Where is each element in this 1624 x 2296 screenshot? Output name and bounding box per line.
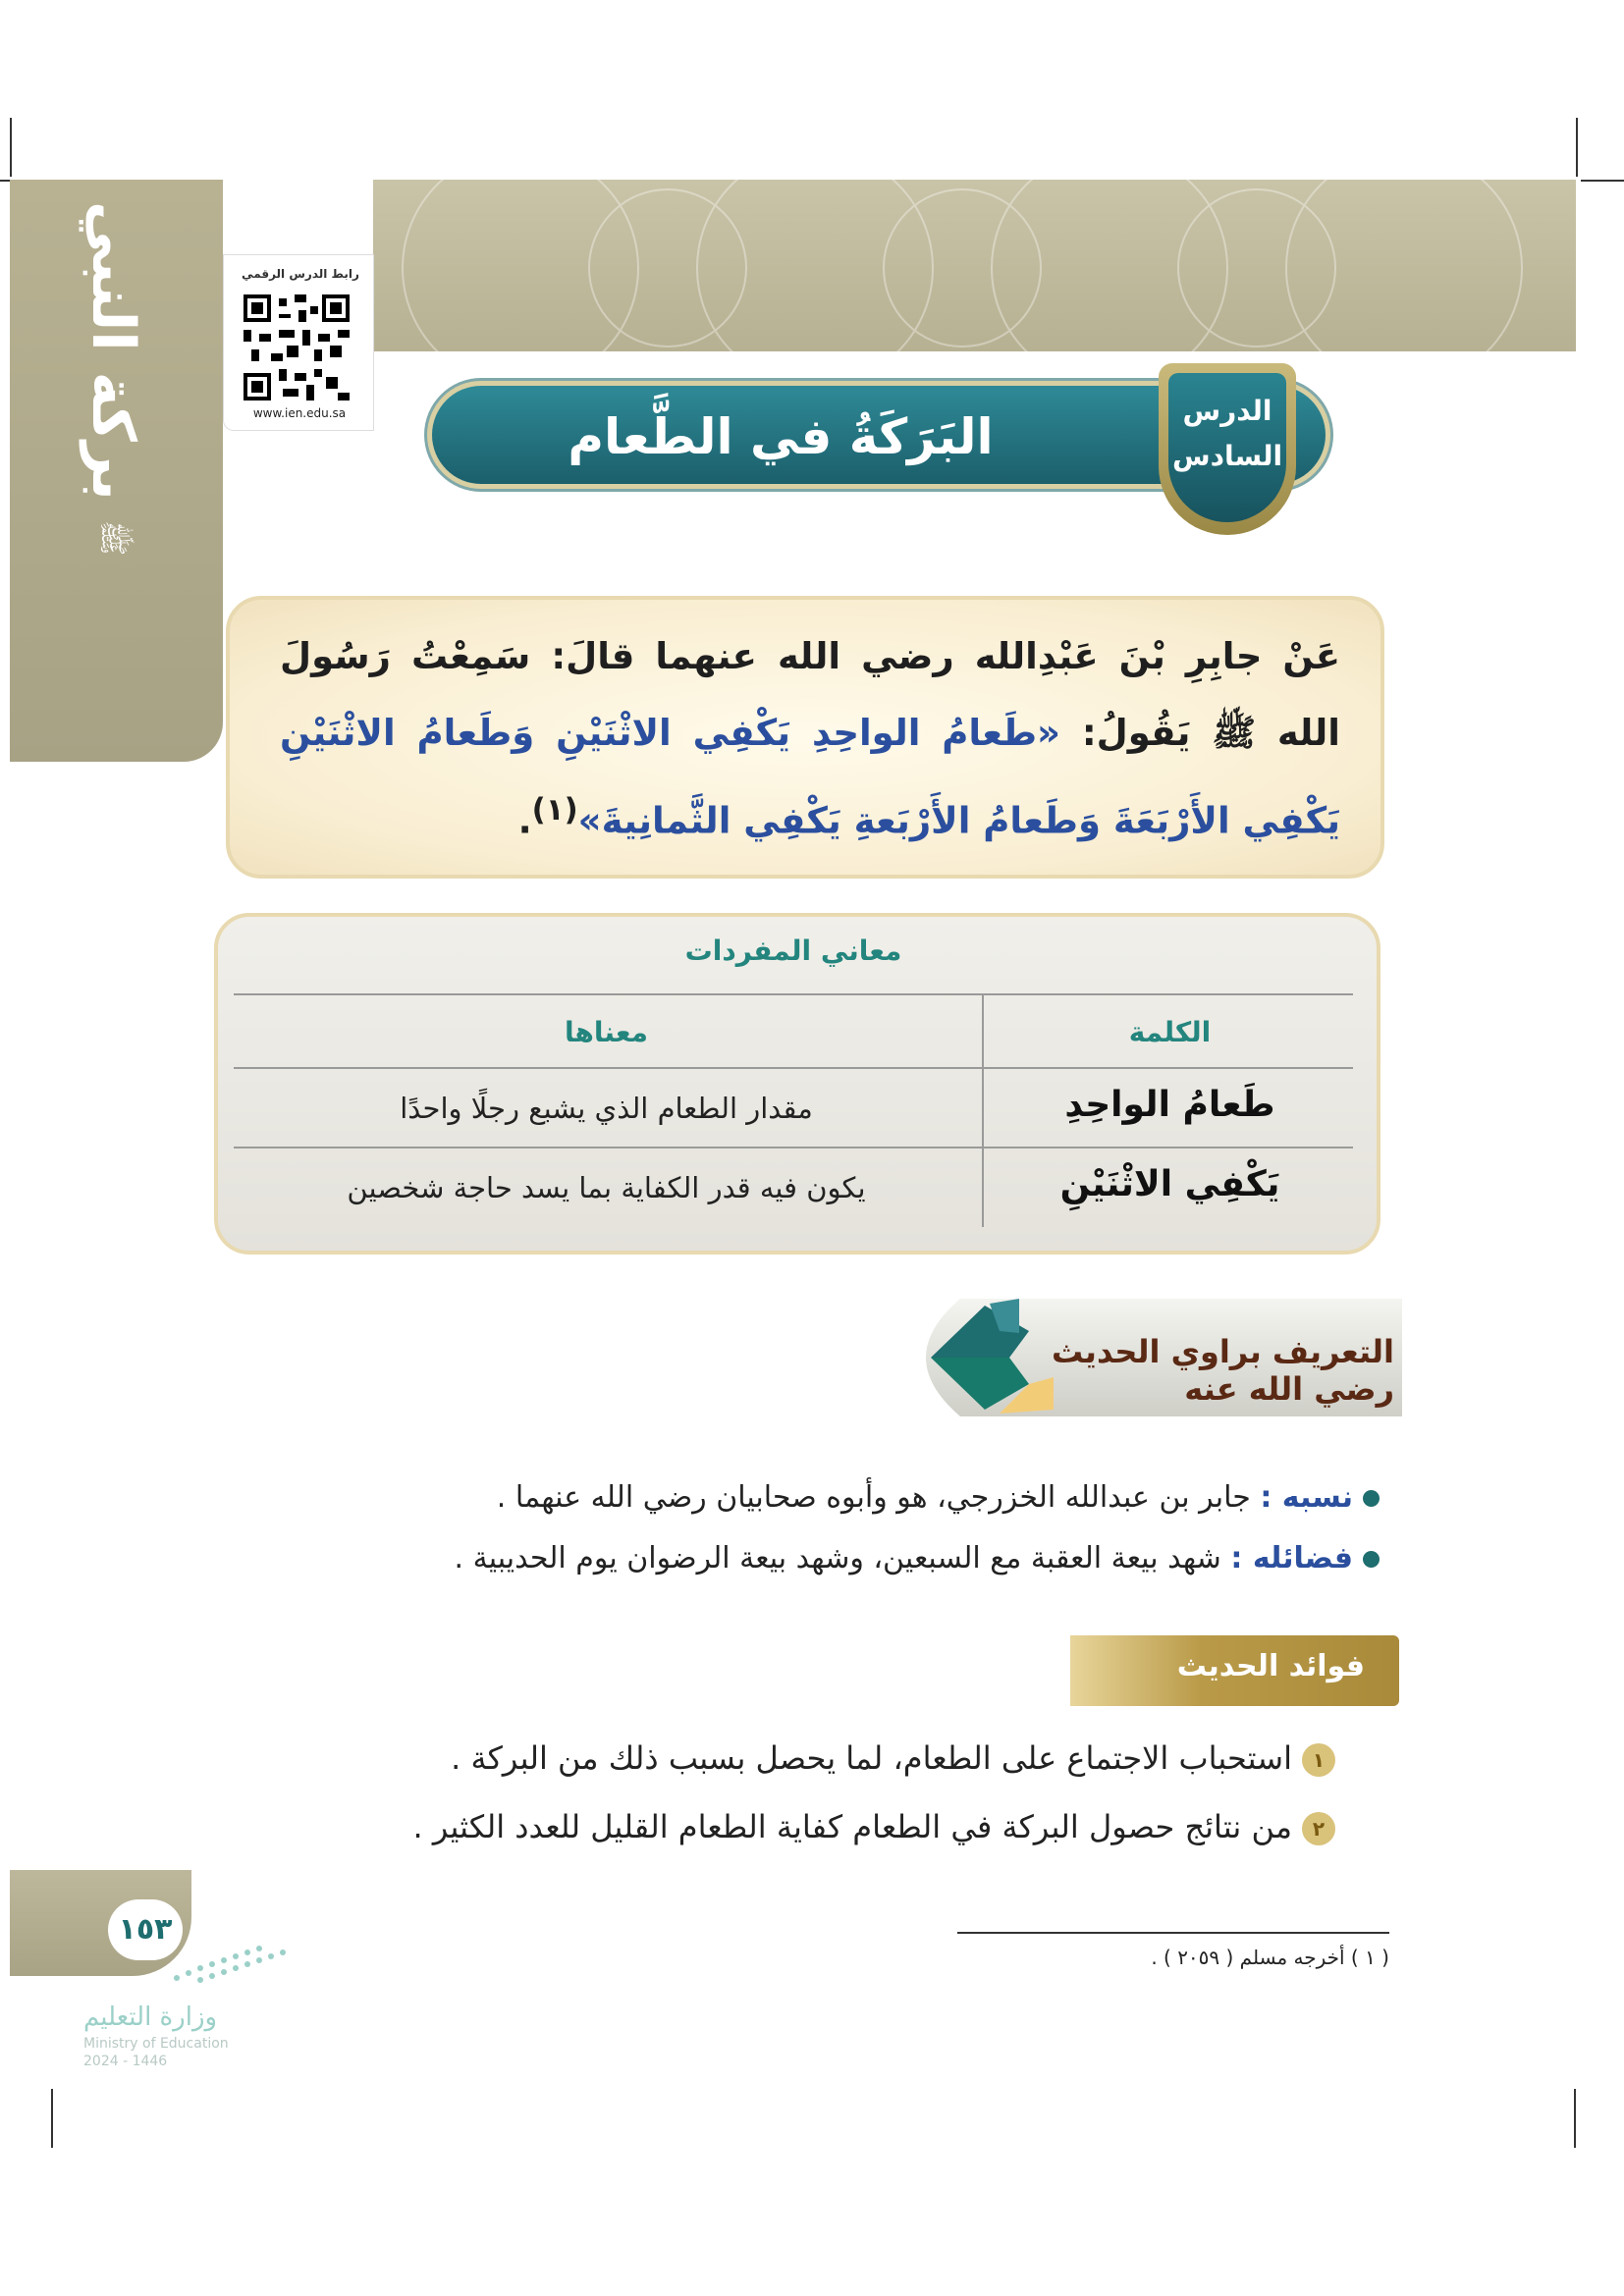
benefit-text: من نتائج حصول البركة في الطعام كفاية الطعام القليل للعدد الكثير . — [412, 1808, 1292, 1845]
ministry-name-ar: وزارة التعليم — [83, 2002, 218, 2032]
qr-code-icon[interactable] — [244, 294, 350, 400]
benefit-text: استحباب الاجتماع على الطعام، لما يحصل بسبب ذلك من البركة . — [451, 1739, 1292, 1777]
crop-mark — [51, 2089, 53, 2148]
ministry-year: 2024 - 1446 — [83, 2054, 168, 2069]
bullet-icon — [1363, 1490, 1380, 1507]
item-label: فضائله : — [1230, 1541, 1353, 1575]
table-column-divider — [982, 993, 984, 1227]
lesson-title: البَرَكَةُ في الطَّعام — [568, 408, 994, 465]
narrator-title: التعريف براوي الحديث رضي الله عنه — [1052, 1333, 1394, 1408]
qr-url[interactable]: www.ien.edu.sa — [252, 406, 347, 420]
hadith-intro: عَنْ جابِرِ بْنَ عَبْدِالله رضي الله عنهما قالَ: سَمِعْتُ رَسُولَ الله ﷺ يَقُولُ: — [280, 635, 1340, 754]
narrator-item — [314, 1541, 1380, 1575]
bullet-icon — [1363, 1551, 1380, 1568]
benefit-item — [295, 1808, 1335, 1845]
table-cell-word: طَعامُ الواحِدِ — [1064, 1085, 1275, 1125]
side-tab-title-text: بركة النبي — [79, 201, 147, 501]
table-rule — [234, 1147, 1353, 1148]
footnote-ref[interactable]: (١) — [531, 792, 578, 828]
benefits-title: فوائد الحديث — [1176, 1649, 1365, 1683]
item-text: شهد بيعة العقبة مع السبعين، وشهد بيعة الرضوان يوم الحديبية . — [454, 1541, 1221, 1575]
item-label: نسبه : — [1260, 1480, 1353, 1515]
hadith-body: «طَعامُ الواحِدِ يَكْفِي الاثْنَيْنِ وَطَعامُ الاثْنَيْنِ يَكْفِي الأَرْبَعَةَ وَطَعامُ الأَرْبَعةِ يَكْفِي الثَّمانِيةَ» — [280, 712, 1340, 842]
table-cell-meaning: يكون فيه قدر الكفاية بما يسد حاجة شخصين — [347, 1171, 866, 1204]
hadith-text — [280, 618, 1340, 859]
qr-label: رابط الدرس الرقمي — [242, 267, 359, 281]
col-header-word: الكلمة — [1128, 1016, 1212, 1048]
table-rule — [234, 1067, 1353, 1069]
table-cell-meaning: مقدار الطعام الذي يشبع رجلًا واحدًا — [400, 1092, 813, 1125]
side-tab-title — [39, 201, 187, 751]
table-cell-word: يَكْفِي الاثْنَيْنِ — [1059, 1164, 1280, 1204]
narrator-item — [314, 1480, 1380, 1515]
number-badge-icon: ١ — [1302, 1743, 1335, 1777]
crop-mark — [1581, 180, 1624, 182]
col-header-meaning: معناها — [564, 1016, 648, 1048]
honorific-mark: ﷺ — [95, 519, 131, 557]
ministry-name-en: Ministry of Education — [83, 2036, 229, 2052]
crop-mark — [1576, 118, 1578, 177]
page-number: ١٥٣ — [108, 1899, 183, 1960]
crop-mark — [10, 118, 12, 177]
footnote-rule — [957, 1932, 1389, 1934]
ministry-logo-icon — [167, 1939, 295, 1993]
lesson-badge-line1: الدرس — [1182, 395, 1272, 427]
benefit-item — [295, 1739, 1335, 1777]
vocab-title: معاني المفردات — [684, 934, 902, 967]
table-rule — [234, 993, 1353, 995]
hadith-end: . — [517, 799, 532, 842]
crop-mark — [1574, 2089, 1576, 2148]
banner-pattern — [373, 180, 1576, 351]
item-text: جابر بن عبدالله الخزرجي، هو وأبوه صحابيان رضي الله عنهما . — [496, 1480, 1251, 1515]
number-badge-icon: ٢ — [1302, 1812, 1335, 1845]
lesson-badge-line2: السادس — [1171, 440, 1283, 472]
footnote: ( ١ ) أخرجه مسلم ( ٢٠٥٩ ) . — [1151, 1946, 1389, 1969]
